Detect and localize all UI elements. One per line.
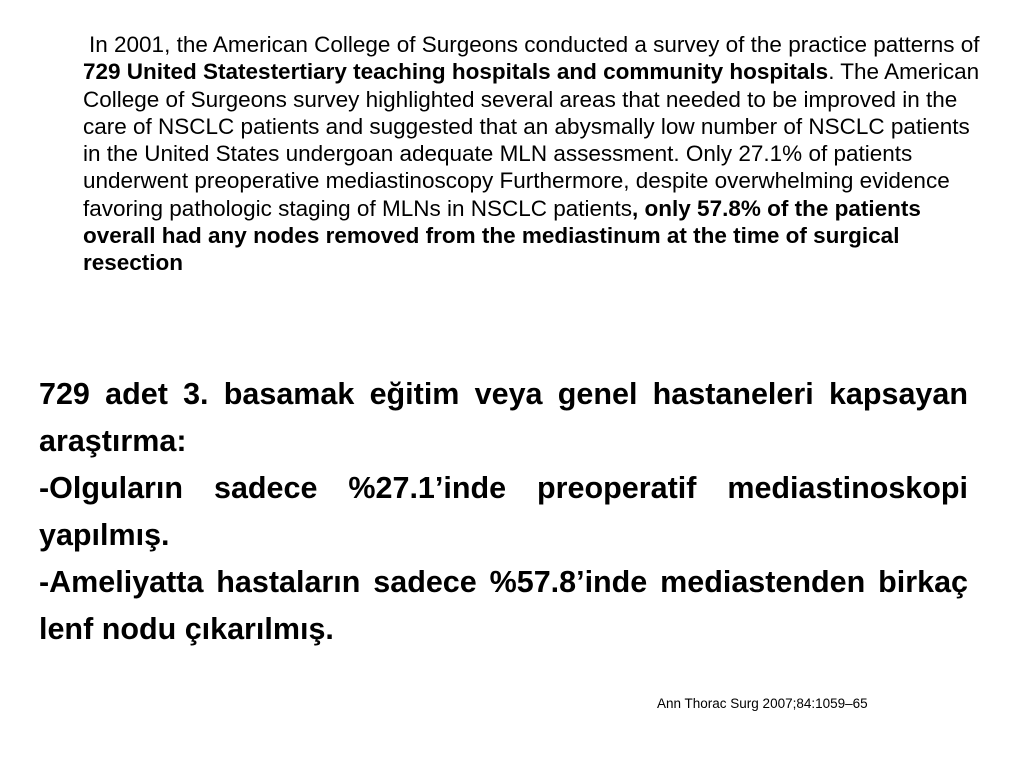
summary-point-lymph-nodes: -Ameliyatta hastaların sadece %57.8’inde mediastenden birkaç lenf nodu çıkarılmış. (39, 565, 968, 646)
summary-point-mediastinoscopy: -Olguların sadece %27.1’inde preoperatif mediastinoskopi yapılmış. (39, 471, 968, 552)
summary-intro: 729 adet 3. basamak eğitim veya genel hastaneleri kapsayan araştırma: (39, 377, 968, 458)
abstract-bold-hospitals: 729 United Statestertiary teaching hospitals and community hospitals (83, 59, 829, 85)
turkish-summary (39, 371, 968, 653)
english-abstract-paragraph (83, 31, 988, 277)
citation: Ann Thorac Surg 2007;84:1059–65 (657, 696, 868, 711)
abstract-text-part-2: . The American College of Surgeons survey highlighted several areas that needed to be improved in the care of NSCLC patients and suggested that an abysmally low number of NSCLC patients in the United States undergoan adequate MLN assessment. Only 27.1% of patients underwent preoperative mediastinoscopy Furthermore, despite overwhelming evidence favoring pathologic staging of MLNs in NSCLC patients (83, 59, 980, 221)
abstract-text-part-1: In 2001, the American College of Surgeons conducted a survey of the practice patterns of (89, 32, 980, 57)
abstract-bold-nodes-removed: , only 57.8% of the patients overall had any nodes removed from the mediastinum at the time of surgical resection (83, 195, 921, 276)
